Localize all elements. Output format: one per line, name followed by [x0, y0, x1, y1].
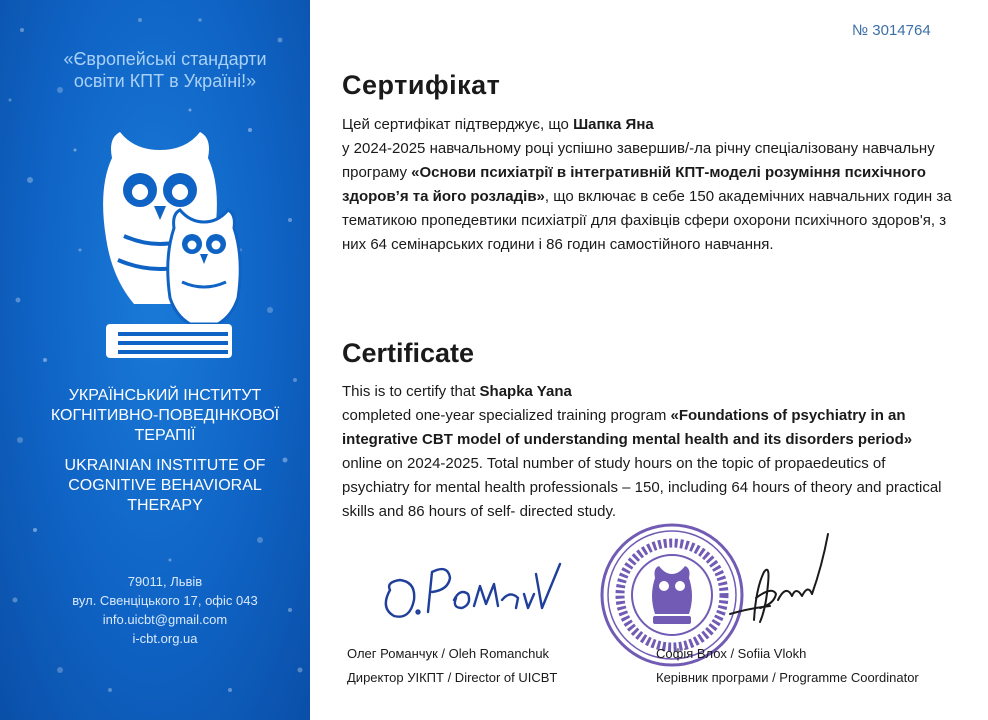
coordinator-signature: [720, 528, 840, 628]
body-text-en: [342, 380, 952, 524]
body-text-ua: [342, 113, 952, 257]
recipient-name-ua: Шапка Яна: [573, 116, 654, 133]
title-ua: Сертифікат: [342, 70, 501, 100]
sidebar: [0, 0, 310, 720]
hours-text-ua: , що включає в себе 150 академічних навчальних годин за тематикою пропедевтики психіатрії для фахівців сфери охорони психічного здоров'я, з них 64 семінарських години і 86 годин самостійного навчання.: [342, 188, 952, 253]
signatory-role-coordinator: Керівник програми / Programme Coordinator: [656, 670, 919, 685]
director-signature: [376, 550, 566, 625]
hours-text-en: online on 2024-2025. Total number of study hours on the topic of propaedeutics of psychiatry for mental health professionals – 150, including 64 hours of theory and practical skills and 86 hours of self- directed study.: [342, 455, 942, 520]
owls-on-book-icon: [90, 128, 250, 368]
program-name-ua: «Основи психіатрії в інтегративній КПТ-моделі розуміння психічного здоров’я та його розладів»: [342, 164, 926, 205]
title-en: Certificate: [342, 338, 475, 368]
certificate-number: № 3014764: [852, 22, 931, 39]
recipient-name-en: Shapka Yana: [479, 383, 572, 400]
institute-name-en: UKRAINIAN INSTITUTE OF COGNITIVE BEHAVIORAL THERAPY: [64, 457, 266, 514]
signatory-name-coordinator: Софія Влох / Sofiia Vlokh: [656, 646, 807, 661]
completion-text-en: completed one-year specialized training program: [342, 407, 671, 424]
signatory-name-director: Олег Романчук / Oleh Romanchuk: [347, 646, 550, 661]
institute-address: [40, 572, 290, 648]
address-city: 79011, Львів: [127, 574, 203, 589]
completion-text-ua: у 2024-2025 навчальному році успішно завершив/-ла річну спеціалізовану навчальну програму: [342, 140, 935, 181]
signatory-role-director: Директор УІКПТ / Director of UICBT: [347, 670, 558, 685]
address-street: вул. Свенціцького 17, офіс 043: [72, 593, 258, 608]
motto: «Європейські стандарти освіти КПТ в Україні!»: [63, 49, 267, 91]
address-email: info.uicbt@gmail.com: [102, 612, 228, 627]
intro-en: This is to certify that: [342, 383, 480, 400]
address-website: i-cbt.org.ua: [132, 631, 198, 646]
intro-ua: Цей сертифікат підтверджує, що: [342, 116, 574, 133]
institute-name-ua: УКРАЇНСЬКИЙ ІНСТИТУТ КОГНІТИВНО-ПОВЕДІНКОВОЇ ТЕРАПІЇ: [50, 387, 280, 444]
program-name-en: «Foundations of psychiatry in an integrative CBT model of understanding mental health and its disorders period»: [342, 407, 913, 448]
